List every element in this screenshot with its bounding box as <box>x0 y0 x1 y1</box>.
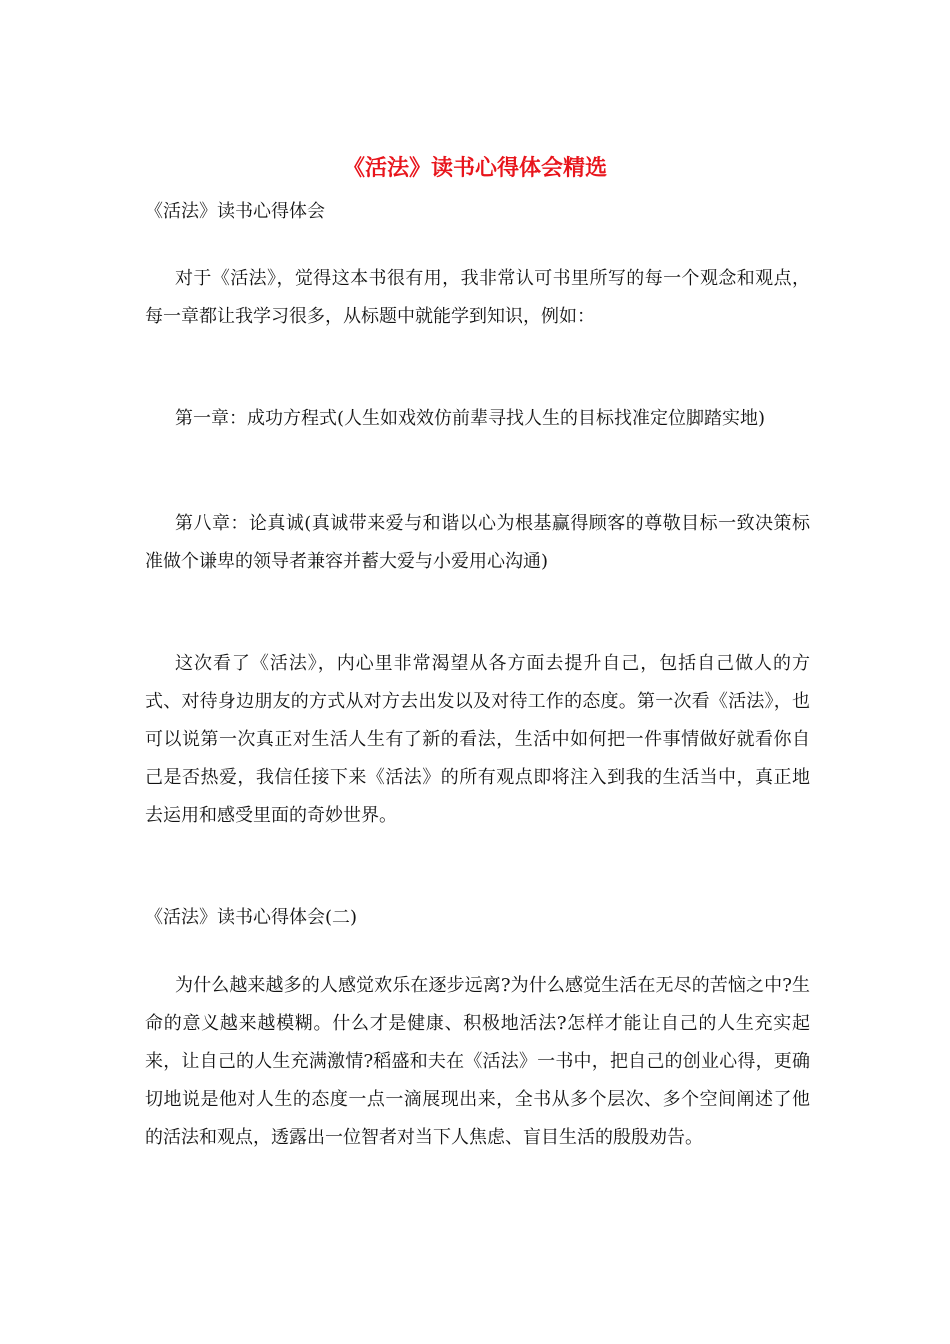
section-heading-2: 《活法》读书心得体会(二) <box>145 907 358 928</box>
document-title: 《活法》读书心得体会精选 <box>342 155 607 181</box>
paragraph-section-two: 为什么越来越多的人感觉欢乐在逐步远离?为什么感觉生活在无尽的苦恼之中?生命的意义越来越模糊。什么才是健康、积极地活法?怎样才能让自己的人生充实起来，让自己的人生充满激情?稻盛和夫在《活法》一书中，把自己的创业心得，更确切地说是他对人生的态度一点一滴展现出来，全书从多个层次、多个空间阐述了他的活法和观点，透露出一位智者对当下人焦虑、盲目生活的殷殷劝告。 <box>145 975 810 1148</box>
section-heading-1: 《活法》读书心得体会 <box>145 201 325 222</box>
paragraph-chapter-one: 第一章：成功方程式(人生如戏效仿前辈寻找人生的目标找准定位脚踏实地) <box>175 408 766 429</box>
paragraph-intro: 对于《活法》，觉得这本书很有用，我非常认可书里所写的每一个观念和观点，每一章都让我学习很多，从标题中就能学到知识，例如： <box>145 268 810 327</box>
paragraph-chapter-eight: 第八章：论真诚(真诚带来爱与和谐以心为根基赢得顾客的尊敬目标一致决策标准做个谦卑的领导者兼容并蓄大爱与小爱用心沟通) <box>145 513 810 572</box>
paragraph-reflection: 这次看了《活法》，内心里非常渴望从各方面去提升自己，包括自己做人的方式、对待身边朋友的方式从对方去出发以及对待工作的态度。第一次看《活法》，也可以说第一次真正对生活人生有了新的看法，生活中如何把一件事情做好就看你自己是否热爱，我信任接下来《活法》的所有观点即将注入到我的生活当中，真正地去运用和感受里面的奇妙世界。 <box>145 653 810 826</box>
